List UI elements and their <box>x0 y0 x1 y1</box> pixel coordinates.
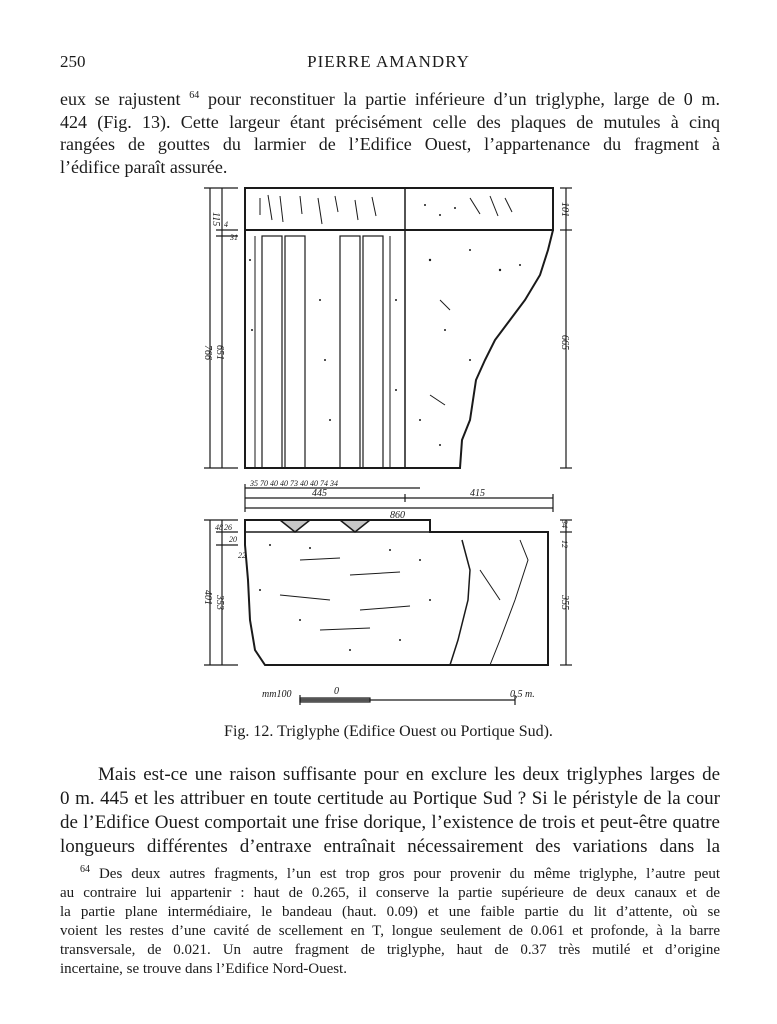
scale-bar <box>300 695 515 705</box>
dim-101: 101 <box>559 202 570 217</box>
dim-segments: 35 70 40 40 73 40 40 74 34 <box>250 479 338 488</box>
upper-block <box>245 188 553 468</box>
dim-651: 651 <box>214 345 225 360</box>
lower-block <box>245 520 548 665</box>
footnote-line-1: $^{64}$ Des deux autres fragments, l’un est trop gros pour provenir du même triglyphe, l’autre peut <box>80 864 721 882</box>
paragraph-1 <box>60 88 720 178</box>
footnote-number: 64 <box>80 864 90 875</box>
dim-26: 26 <box>224 523 232 532</box>
middle-dimensions <box>245 484 553 512</box>
paragraph-2-line-4: longueurs différentes d’entraxe entraînait nécessairement des variations dans la <box>60 836 720 857</box>
paragraph-1-line-2: 424 (Fig. 13). Cette largeur étant précisément celle des plaques de mutules à cinq <box>60 111 720 132</box>
scale-right-label: 0,5 m. <box>510 689 535 700</box>
dim-415: 415 <box>470 488 485 499</box>
paragraph-1-line-3: rangées de gouttes du larmier de l’Edifice Ouest, l’appartenance du fragment à <box>60 134 720 154</box>
running-title: PIERRE AMANDRY <box>307 52 470 71</box>
dim-665: 665 <box>559 335 570 350</box>
paragraph-2-line-1: Mais est-ce une raison suffisante pour en exclure les deux triglyphes larges de <box>98 764 720 785</box>
dim-115: 115 <box>210 212 221 227</box>
upper-left-dimensions <box>204 188 238 468</box>
footnote-line-4: voient les restes d’une cavité de scellement en T, longue seulement de 0.061 et profonde, à la barre <box>60 923 720 939</box>
footnote <box>60 865 720 979</box>
dim-22: 22 <box>238 551 246 560</box>
dim-766: 766 <box>202 345 213 360</box>
scale-zero-label: 0 <box>334 686 339 697</box>
dim-34: 34 <box>560 520 569 528</box>
footnote-line-2: au contraire lui appartenir : haut de 0.265, il conserve la partie supérieure de deux canaux et de <box>60 885 720 901</box>
dim-353: 353 <box>214 595 225 610</box>
dim-20: 20 <box>229 535 237 544</box>
figure-caption: Fig. 12. Triglyphe (Edifice Ouest ou Portique Sud). <box>224 723 553 740</box>
paragraph-2 <box>60 763 720 859</box>
footnote-line-6: incertaine, se trouve dans l’Edifice Nord-Ouest. <box>60 961 347 977</box>
upper-right-dimensions <box>560 188 572 468</box>
triglyph-drawing <box>0 180 777 715</box>
paragraph-2-line-2: 0 m. 445 et les attribuer en toute certitude au Portique Sud ? Si le péristyle de la cour <box>60 788 720 809</box>
footnote-ref: 64 <box>189 90 200 101</box>
dim-355: 355 <box>559 595 570 610</box>
dim-401: 401 <box>202 590 213 605</box>
footnote-line-5: transversale, de 0.021. Un autre fragment de triglyphe, haut de 0.37 très mutilé et d’origine <box>60 942 720 958</box>
paragraph-2-line-3: de l’Edifice Ouest comportait une frise dorique, l’existence de trois et peut-être quatre <box>60 812 720 833</box>
scale-left-label: mm100 <box>262 689 292 700</box>
dim-31: 31 <box>230 233 238 242</box>
paragraph-1-line-1: eux se rajustent $^{64}$ pour reconstituer la partie inférieure d’un triglyphe, large de 0 m. <box>60 89 721 109</box>
dim-4: 4 <box>224 220 228 229</box>
dim-860: 860 <box>390 510 405 521</box>
dim-12: 12 <box>560 540 569 548</box>
paragraph-1-line-4: l’édifice paraît assurée. <box>60 156 228 177</box>
dim-445: 445 <box>312 488 327 499</box>
page-number: 250 <box>60 52 86 71</box>
dim-48: 48 <box>215 523 223 532</box>
footnote-line-3: la partie plane intermédiaire, le bandeau (haut. 0.09) et une faible partie du lit d’attente, où se <box>60 904 720 920</box>
